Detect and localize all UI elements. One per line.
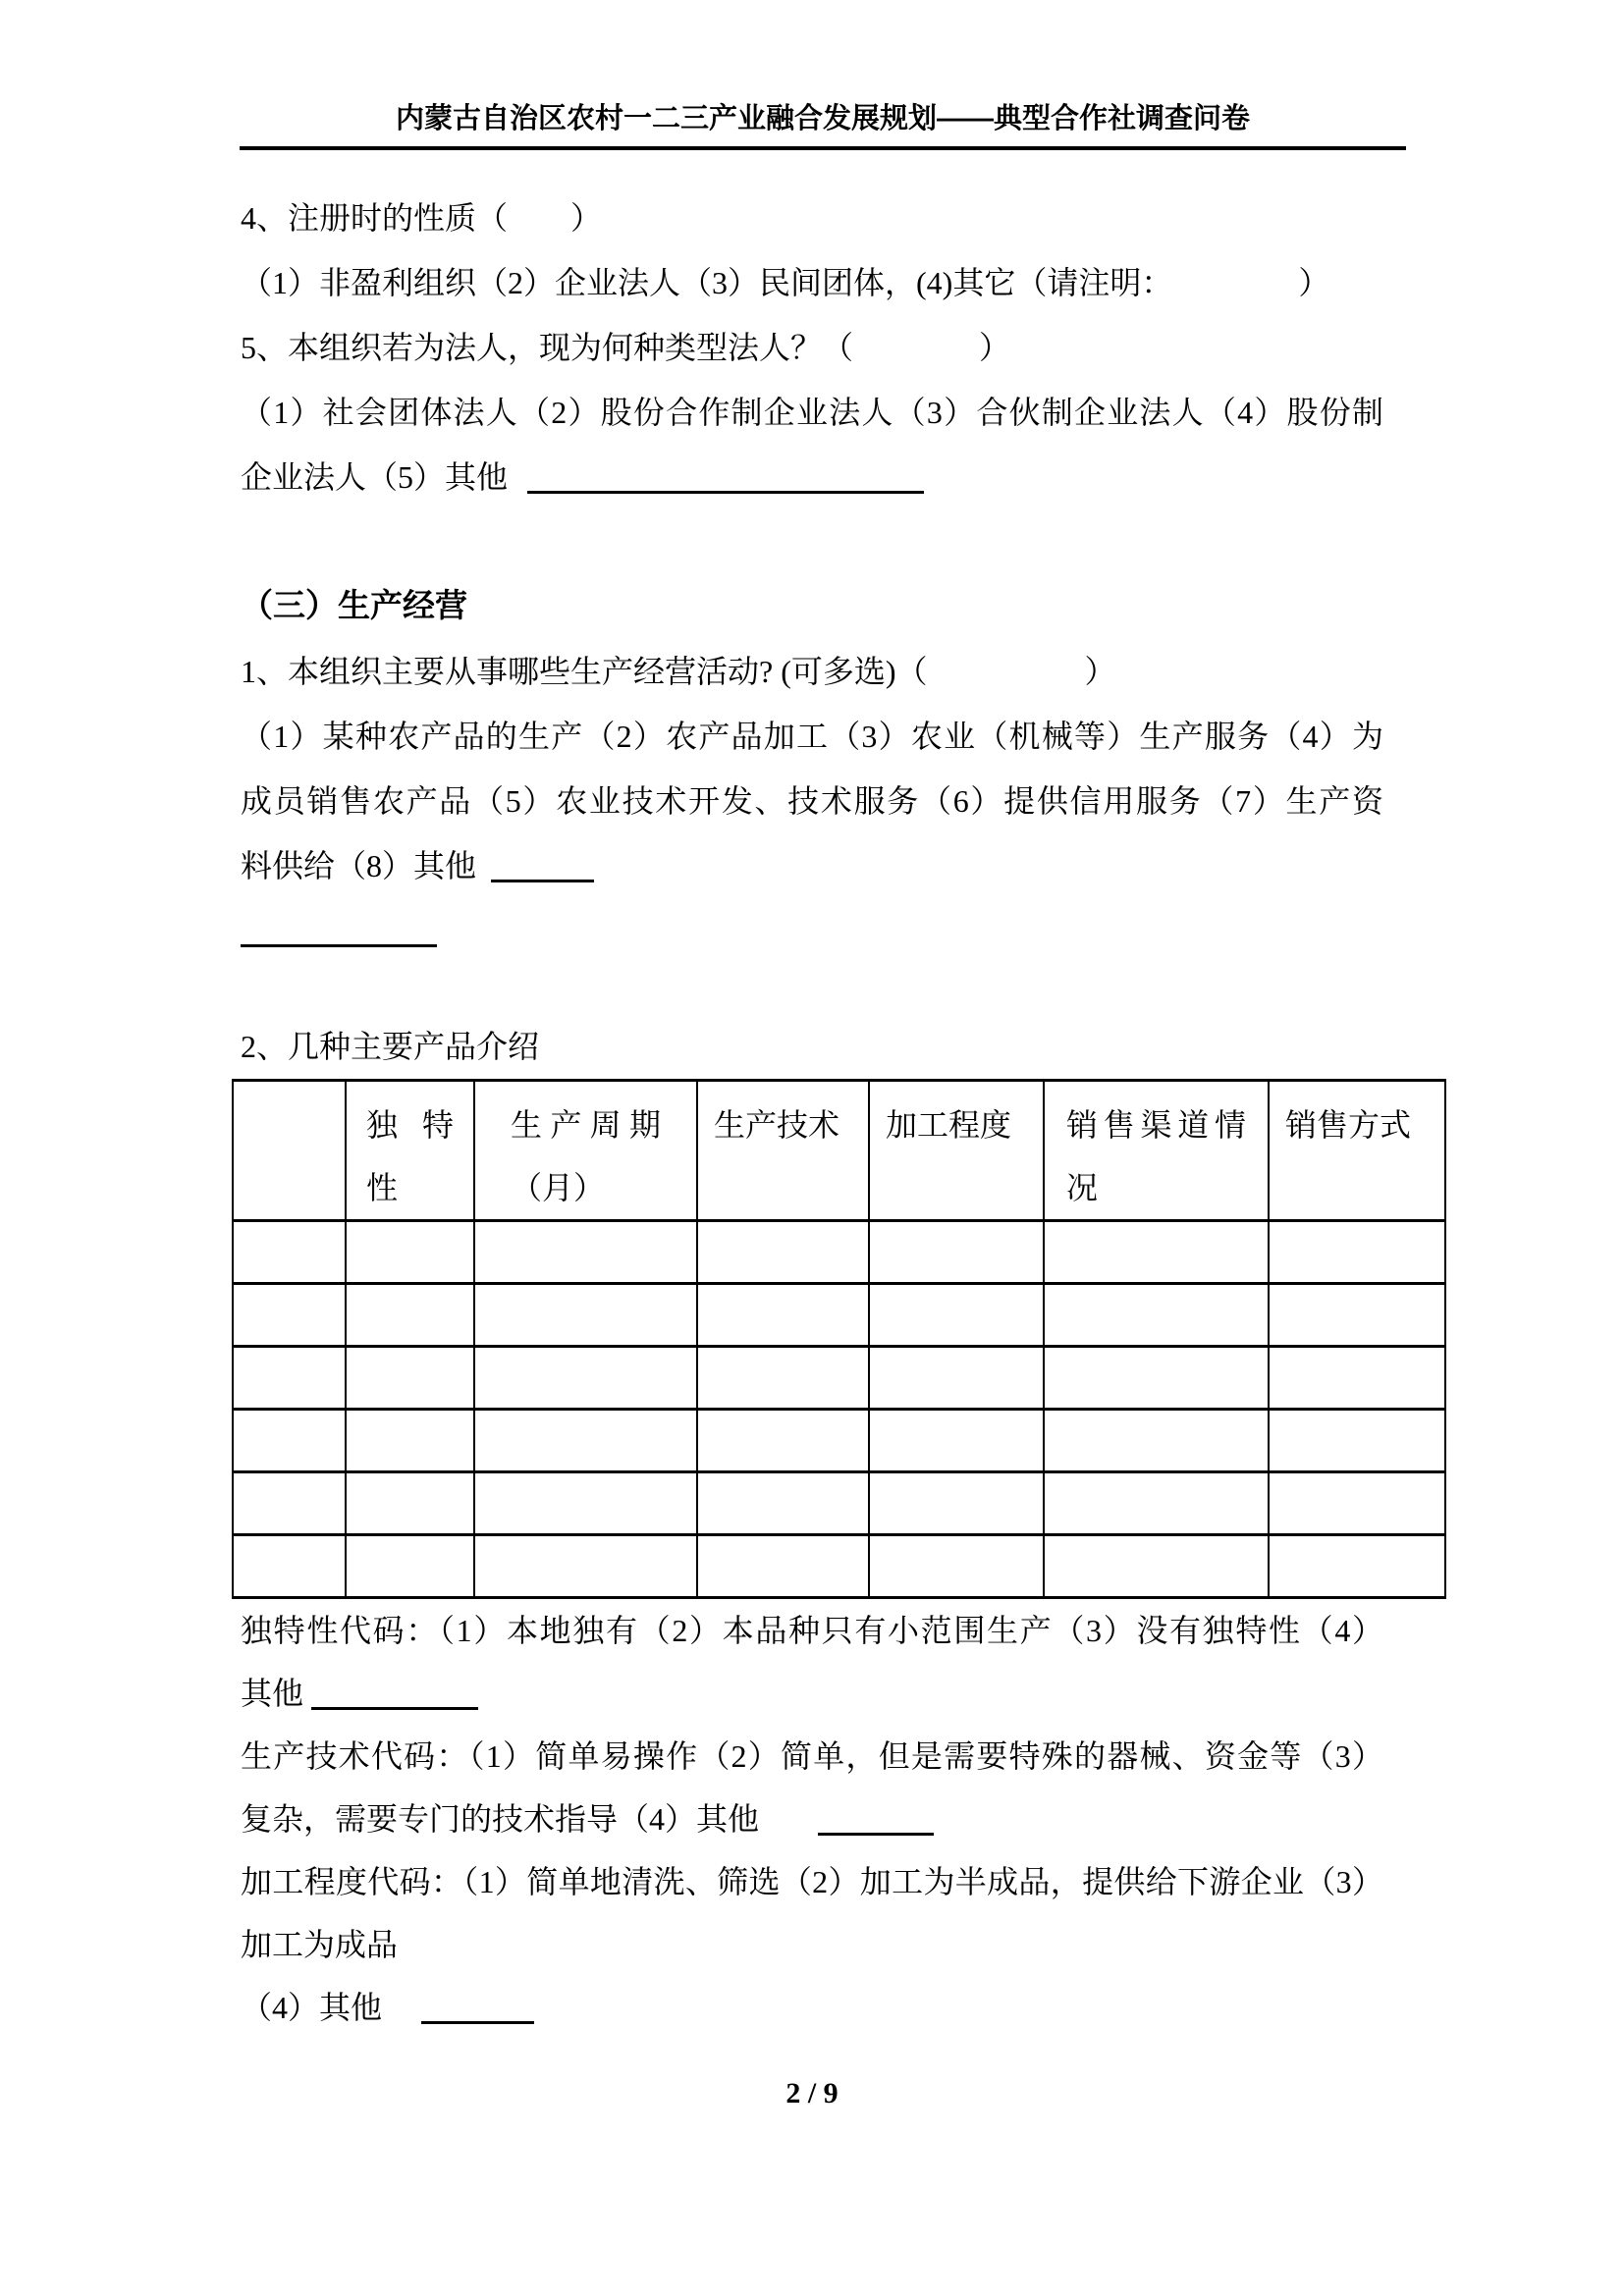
question-1-options-line3 — [241, 833, 1383, 898]
section-3-heading: （三）生产经营 — [241, 589, 467, 624]
header-cell-uniqueness: 独特性 — [346, 1081, 474, 1221]
table-empty-cell — [474, 1410, 697, 1472]
table-empty-cell — [474, 1284, 697, 1347]
header-cell-sales-method: 销售方式 — [1269, 1081, 1445, 1221]
blank-line — [241, 509, 1383, 574]
question-5-options-line2-text: 企业法人（5）其他 — [241, 459, 509, 495]
tech-code-note-line1: 生产技术代码：（1）简单易操作（2）简单，但是需要特殊的器械、资金等（3） — [241, 1738, 1383, 1774]
table-empty-cell — [346, 1221, 474, 1284]
table-empty-row — [233, 1535, 1445, 1598]
table-header-row — [233, 1081, 1445, 1221]
table-empty-cell — [346, 1535, 474, 1598]
table-empty-cell — [1269, 1410, 1445, 1472]
processing-code-note-line3-text: （4）其他 — [241, 1990, 383, 2025]
tech-code-note-line2 — [241, 1788, 1383, 1850]
question-1-options-line2: 成员销售农产品（5）农业技术开发、技术服务（6）提供信用服务（7）生产资 — [241, 783, 1383, 819]
processing-code-note-line2: 加工为成品 — [241, 1927, 399, 1962]
table-empty-cell — [1269, 1284, 1445, 1347]
table-empty-cell — [233, 1221, 346, 1284]
table-empty-cell — [474, 1221, 697, 1284]
question-2: 2、几种主要产品介绍 — [241, 1029, 540, 1064]
uniqueness-code-note-line2 — [241, 1662, 1383, 1725]
standalone-blank-line — [241, 898, 1383, 963]
table-empty-cell — [697, 1472, 869, 1535]
table-empty-cell — [346, 1410, 474, 1472]
question-5-options-line1: （1）社会团体法人（2）股份合作制企业法人（3）合伙制企业法人（4）股份制 — [241, 395, 1383, 430]
table-empty-cell — [233, 1410, 346, 1472]
fill-in-blank — [241, 944, 437, 947]
table-empty-cell — [474, 1472, 697, 1535]
fill-in-blank — [527, 491, 924, 494]
table-empty-cell — [697, 1535, 869, 1598]
processing-code-note-line1: 加工程度代码：（1）简单地清洗、筛选（2）加工为半成品，提供给下游企业（3） — [241, 1864, 1383, 1899]
page-footer: 2 / 9 — [785, 2077, 839, 2109]
table-empty-cell — [233, 1347, 346, 1410]
table-empty-cell — [697, 1221, 869, 1284]
table-empty-cell — [233, 1472, 346, 1535]
products-table — [232, 1079, 1446, 1599]
table-empty-cell — [1269, 1347, 1445, 1410]
fill-in-blank — [818, 1833, 934, 1836]
header-cell-production-tech: 生产技术 — [697, 1081, 869, 1221]
table-empty-cell — [869, 1410, 1044, 1472]
question-4-options: （1）非盈利组织（2）企业法人（3）民间团体，(4)其它（请注明： ） — [241, 265, 1330, 300]
table-empty-cell — [869, 1472, 1044, 1535]
code-notes — [241, 1599, 1383, 2039]
table-empty-cell — [1044, 1221, 1269, 1284]
table-empty-cell — [233, 1535, 346, 1598]
table-empty-cell — [869, 1221, 1044, 1284]
table-empty-row — [233, 1284, 1445, 1347]
header-cell-production-cycle: 生产周期（月） — [474, 1081, 697, 1221]
table-empty-cell — [474, 1347, 697, 1410]
question-5: 5、本组织若为法人，现为何种类型法人？（ ） — [241, 330, 1011, 365]
table-empty-row — [233, 1221, 1445, 1284]
table-empty-cell — [869, 1535, 1044, 1598]
header-cell-empty — [233, 1081, 346, 1221]
processing-code-note-line3 — [241, 1976, 1383, 2039]
table-empty-row — [233, 1472, 1445, 1535]
blank-gap — [241, 963, 1383, 1014]
fill-in-blank — [311, 1707, 478, 1710]
table-empty-cell — [697, 1284, 869, 1347]
table-empty-cell — [346, 1284, 474, 1347]
question-1: 1、本组织主要从事哪些生产经营活动? (可多选)（ ） — [241, 654, 1116, 689]
table-empty-cell — [869, 1347, 1044, 1410]
page-header-title: 内蒙古自治区农村一二三产业融合发展规划——典型合作社调查问卷 — [240, 0, 1406, 150]
header-cell-sales-channel: 销售渠道情况 — [1044, 1081, 1269, 1221]
table-empty-cell — [1044, 1472, 1269, 1535]
fill-in-blank — [421, 2021, 534, 2024]
table-empty-cell — [697, 1347, 869, 1410]
question-4: 4、注册时的性质（ ） — [241, 200, 603, 236]
question-5-options-line2 — [241, 445, 1383, 509]
table-empty-cell — [1269, 1535, 1445, 1598]
table-empty-cell — [346, 1472, 474, 1535]
table-empty-cell — [1044, 1410, 1269, 1472]
table-empty-cell — [233, 1284, 346, 1347]
table-empty-row — [233, 1410, 1445, 1472]
table-empty-cell — [1044, 1347, 1269, 1410]
table-empty-cell — [1044, 1535, 1269, 1598]
table-empty-row — [233, 1347, 1445, 1410]
question-1-options-line3-text: 料供给（8）其他 — [241, 848, 477, 883]
question-1-options-line1: （1）某种农产品的生产（2）农产品加工（3）农业（机械等）生产服务（4）为 — [241, 719, 1383, 754]
uniqueness-code-note-line1: 独特性代码：（1）本地独有（2）本品种只有小范围生产（3）没有独特性（4） — [241, 1613, 1383, 1648]
table-empty-cell — [697, 1410, 869, 1472]
uniqueness-code-note-line2-text: 其他 — [241, 1676, 304, 1711]
header-cell-processing-degree: 加工程度 — [869, 1081, 1044, 1221]
table-empty-cell — [1269, 1221, 1445, 1284]
tech-code-note-line2-text: 复杂，需要专门的技术指导（4）其他 — [241, 1801, 760, 1837]
page-content — [241, 186, 1412, 2039]
table-empty-cell — [869, 1284, 1044, 1347]
table-empty-cell — [474, 1535, 697, 1598]
fill-in-blank — [491, 880, 594, 882]
table-empty-cell — [346, 1347, 474, 1410]
table-empty-cell — [1269, 1472, 1445, 1535]
table-empty-cell — [1044, 1284, 1269, 1347]
